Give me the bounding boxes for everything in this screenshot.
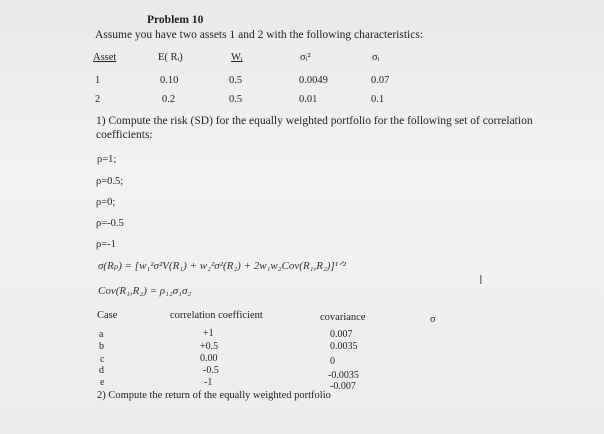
table-cell: 1	[95, 75, 101, 86]
table-cell: -1	[204, 377, 213, 388]
rho-item: ρ=-1	[96, 239, 116, 250]
table-cell: -0.0035	[328, 370, 359, 381]
table-cell: e	[100, 377, 105, 388]
table-cell: 0	[330, 356, 335, 367]
rho-item: ρ=1;	[97, 154, 117, 165]
question-1-line-2: coefficients:	[96, 129, 153, 141]
table-cell: 0.0049	[299, 75, 328, 86]
table-cell: 2	[95, 94, 101, 105]
asset-header-asset: Asset	[93, 52, 117, 63]
asset-header-weight: Wᵢ	[231, 52, 243, 63]
problem-intro: Assume you have two assets 1 and 2 with the following characteristics:	[95, 29, 423, 41]
question-2: 2) Compute the return of the equally weighted portfolio	[97, 390, 331, 401]
table-cell: 0.00	[200, 353, 218, 364]
table-cell: d	[99, 365, 104, 376]
rho-item: ρ=0.5;	[96, 176, 124, 187]
case-header-sigma: σ	[430, 314, 436, 325]
table-cell: 0.2	[162, 94, 176, 105]
table-cell: 0.007	[330, 329, 353, 340]
table-cell: 0.1	[371, 94, 385, 105]
table-cell: 0.0035	[330, 341, 358, 352]
table-cell: 0.07	[371, 75, 390, 86]
case-header-covariance: covariance	[320, 312, 366, 323]
table-cell: a	[99, 329, 104, 340]
table-cell: 0.01	[299, 94, 318, 105]
problem-title: Problem 10	[147, 14, 204, 26]
text-cursor-icon: I	[479, 272, 483, 287]
table-cell: b	[99, 341, 104, 352]
rho-item: ρ=0;	[96, 197, 116, 208]
table-cell: 0.5	[229, 94, 243, 105]
table-cell: c	[100, 354, 105, 365]
table-cell: +1	[203, 328, 214, 339]
table-cell: -0.007	[330, 381, 356, 392]
asset-header-variance: σᵢ²	[300, 52, 311, 63]
table-cell: 0.10	[160, 75, 179, 86]
table-cell: 0.5	[229, 75, 243, 86]
table-cell: +0.5	[200, 341, 219, 352]
rho-item: ρ=-0.5	[96, 218, 124, 229]
question-1-line-1: 1) Compute the risk (SD) for the equally weighted portfolio for the following set of correlation	[96, 115, 533, 127]
table-cell: -0.5	[203, 365, 219, 376]
case-header-correlation: correlation coefficient	[170, 310, 263, 321]
sd-formula: σ(Rₚ) = [w₁²σ²V(R₁) + w₂²σ²(R₂) + 2w₁w₂Cov(R₁,R₂)]¹ᐟ²	[98, 260, 346, 272]
asset-header-sd: σᵢ	[372, 52, 380, 63]
asset-header-return: E( Rᵢ)	[158, 52, 183, 63]
cov-formula: Cov(R₁,R₂) = ρ₁₂σ₁σ₂	[98, 285, 192, 297]
case-header-case: Case	[97, 310, 118, 321]
